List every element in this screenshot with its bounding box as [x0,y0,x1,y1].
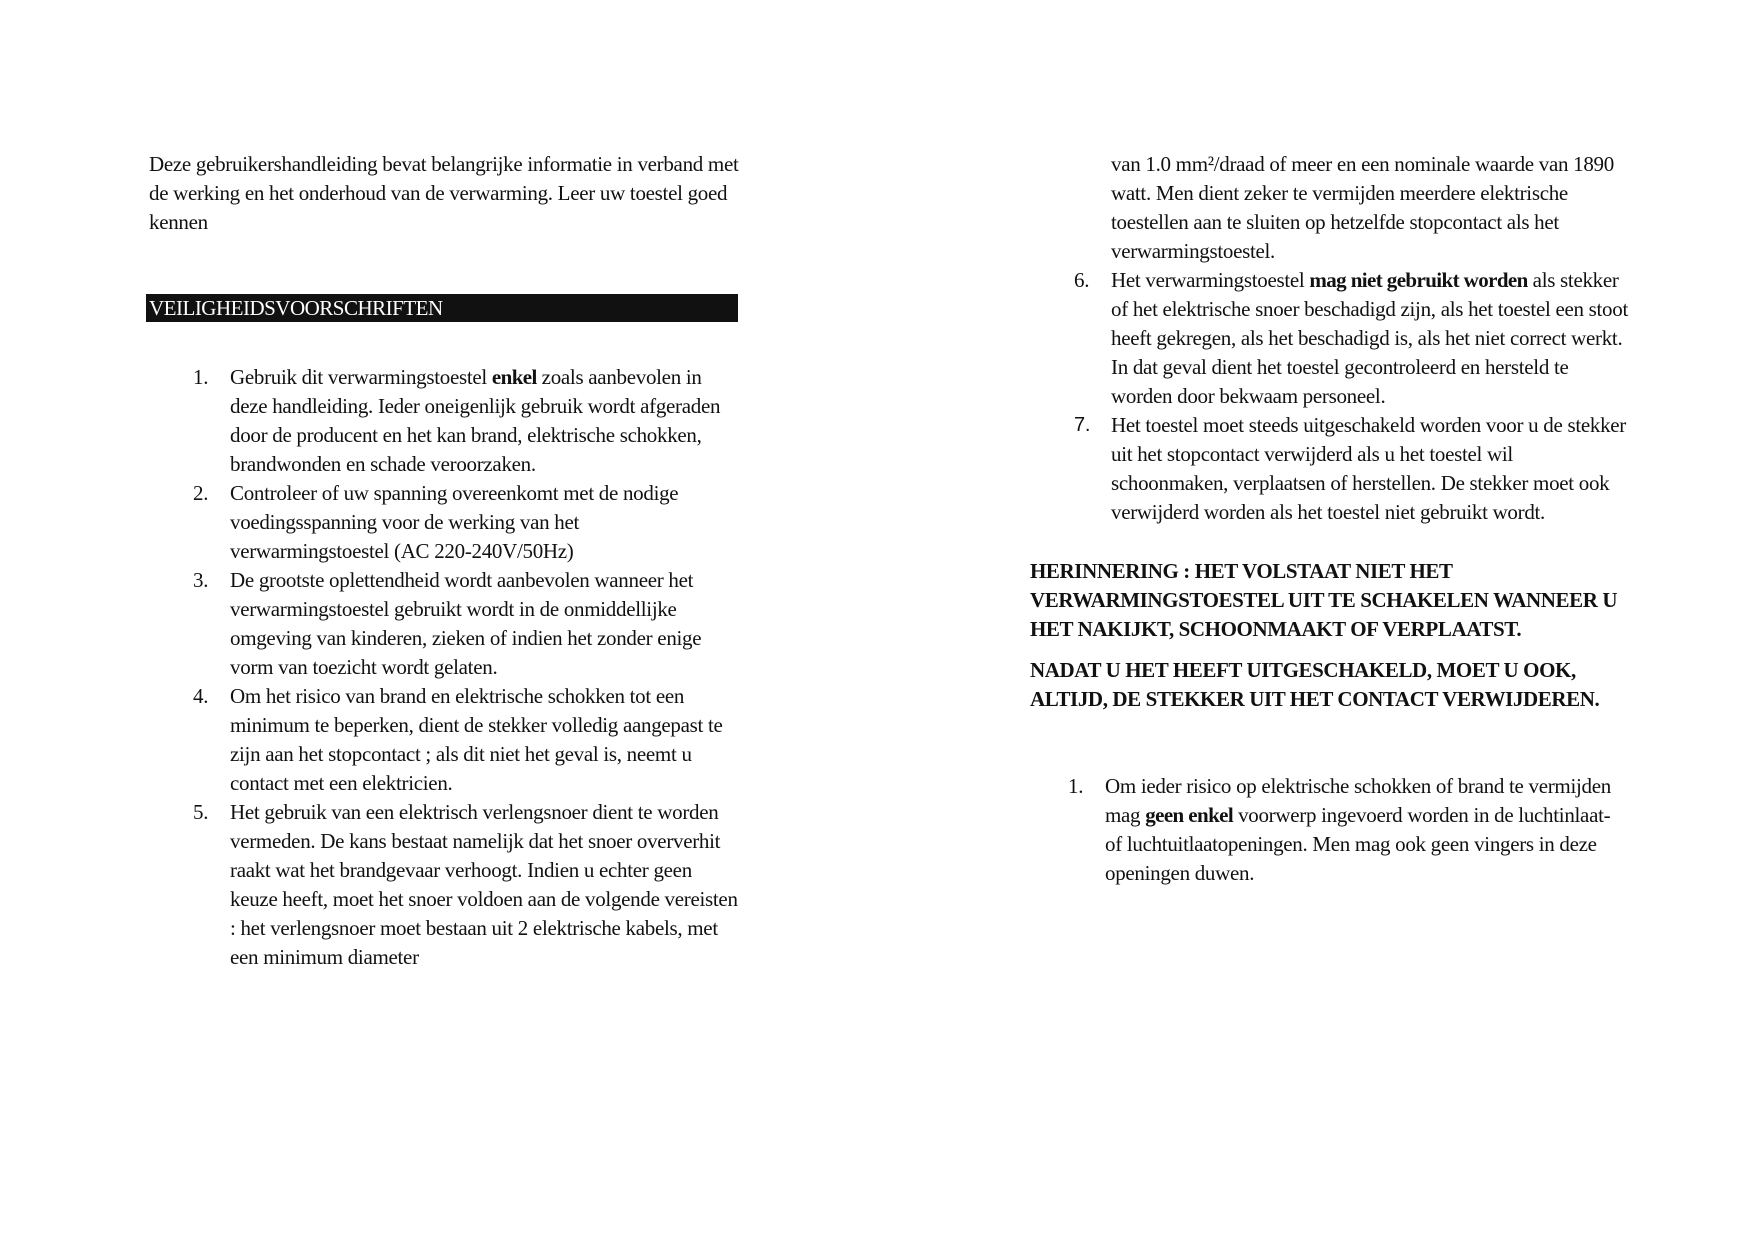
list-text: Om het risico van brand en elektrische schokken tot een minimum te beperken, dient de stekker volledig aangepast te zijn aan het stopcontact ; als dit niet het geval is, neemt u contact met een elektricien. [230,684,723,795]
list-number: 2. [193,481,209,505]
list-number: 1. [1068,774,1084,798]
safety-list [149,363,739,972]
list-number: 4. [193,684,209,708]
list-text: Om ieder risico op elektrische schokken of brand te vermijden mag [1105,774,1611,827]
list-item [149,798,739,972]
intro-paragraph: Deze gebruikershandleiding bevat belangrijke informatie in verband met de werking en het onderhoud van de verwarming. Leer uw toestel goed kennen [149,152,739,234]
emphasis-text: mag niet gebruikt worden [1309,268,1528,292]
list-item [149,363,739,479]
list-item-continuation: van 1.0 mm²/draad of meer en een nominale waarde van 1890 watt. Men dient zeker te vermijden meerdere elektrische toestellen aan te sluiten op hetzelfde stopcontact als het verwarmingstoestel. [1111,152,1614,263]
left-column [149,150,739,972]
list-item [149,682,739,798]
list-item [1030,266,1630,411]
list-item [149,566,739,682]
list-text: Gebruik dit verwarmingstoestel [230,365,492,389]
list-text: voorwerp ingevoerd worden in de luchtinlaat- of luchtuitlaatopeningen. Men mag ook geen vingers in deze openingen duwen. [1105,803,1611,885]
list-number: 1. [193,365,209,389]
emphasis-text: enkel [491,365,537,389]
list-number: 3. [193,568,209,592]
list-number: 6. [1074,268,1090,292]
list-text: zoals aanbevolen in deze handleiding. Ieder oneigenlijk gebruik wordt afgeraden door de producent en het kan brand, elektrische schokken, brandwonden en schade veroorzaken. [230,365,721,476]
list-text: Het toestel moet steeds uitgeschakeld worden voor u de stekker uit het stopcontact verwijderd als u het toestel wil schoonmaken, verplaatsen of herstellen. De stekker moet ook verwijderd worden als het toestel niet gebruikt wordt. [1111,413,1626,524]
list-text: De grootste oplettendheid wordt aanbevolen wanneer het verwarmingstoestel gebruikt wordt in de onmiddellijke omgeving van kinderen, zieken of indien het zonder enige vorm van toezicht wordt gelaten. [230,568,702,679]
unplug-warning: NADAT U HET HEEFT UITGESCHAKELD, MOET U OOK, ALTIJD, DE STEKKER UIT HET CONTACT VERWIJDEREN. [1030,658,1600,711]
list-item [1030,411,1630,527]
list-number: 5. [193,800,209,824]
right-column [1030,150,1630,888]
emphasis-text: geen enkel [1145,803,1234,827]
reminder-warning: HERINNERING : HET VOLSTAAT NIET HET VERWARMINGSTOESTEL UIT TE SCHAKELEN WANNEER U HET NAKIJKT, SCHOONMAAKT OF VERPLAATST. [1030,559,1618,641]
list-number: 7. [1074,414,1091,436]
list-text: Het gebruik van een elektrisch verlengsnoer dient te worden vermeden. De kans bestaat namelijk dat het snoer oververhit raakt wat het brandgevaar verhoogt. Indien u echter geen keuze heeft, moet het snoer voldoen aan de volgende vereisten : het verlengsnoer moet bestaan uit 2 elektrische kabels, met een minimum diameter [230,800,738,969]
list-item [1030,772,1630,888]
list-text: Controleer of uw spanning overeenkomt met de nodige voedingsspanning voor de werking van het verwarmingstoestel (AC 220-240V/50Hz) [230,481,679,563]
list-item [149,479,739,566]
usage-list [1030,772,1630,888]
section-title: VEILIGHEIDSVOORSCHRIFTEN [146,294,738,322]
list-text: als stekker of het elektrische snoer beschadigd zijn, als het toestel een stoot heeft gekregen, als het beschadigd is, als het niet correct werkt. In dat geval dient het toestel gecontroleerd en hersteld te worden door bekwaam personeel. [1111,268,1628,408]
safety-list-continued [1030,266,1630,527]
list-text: Het verwarmingstoestel [1111,268,1310,292]
